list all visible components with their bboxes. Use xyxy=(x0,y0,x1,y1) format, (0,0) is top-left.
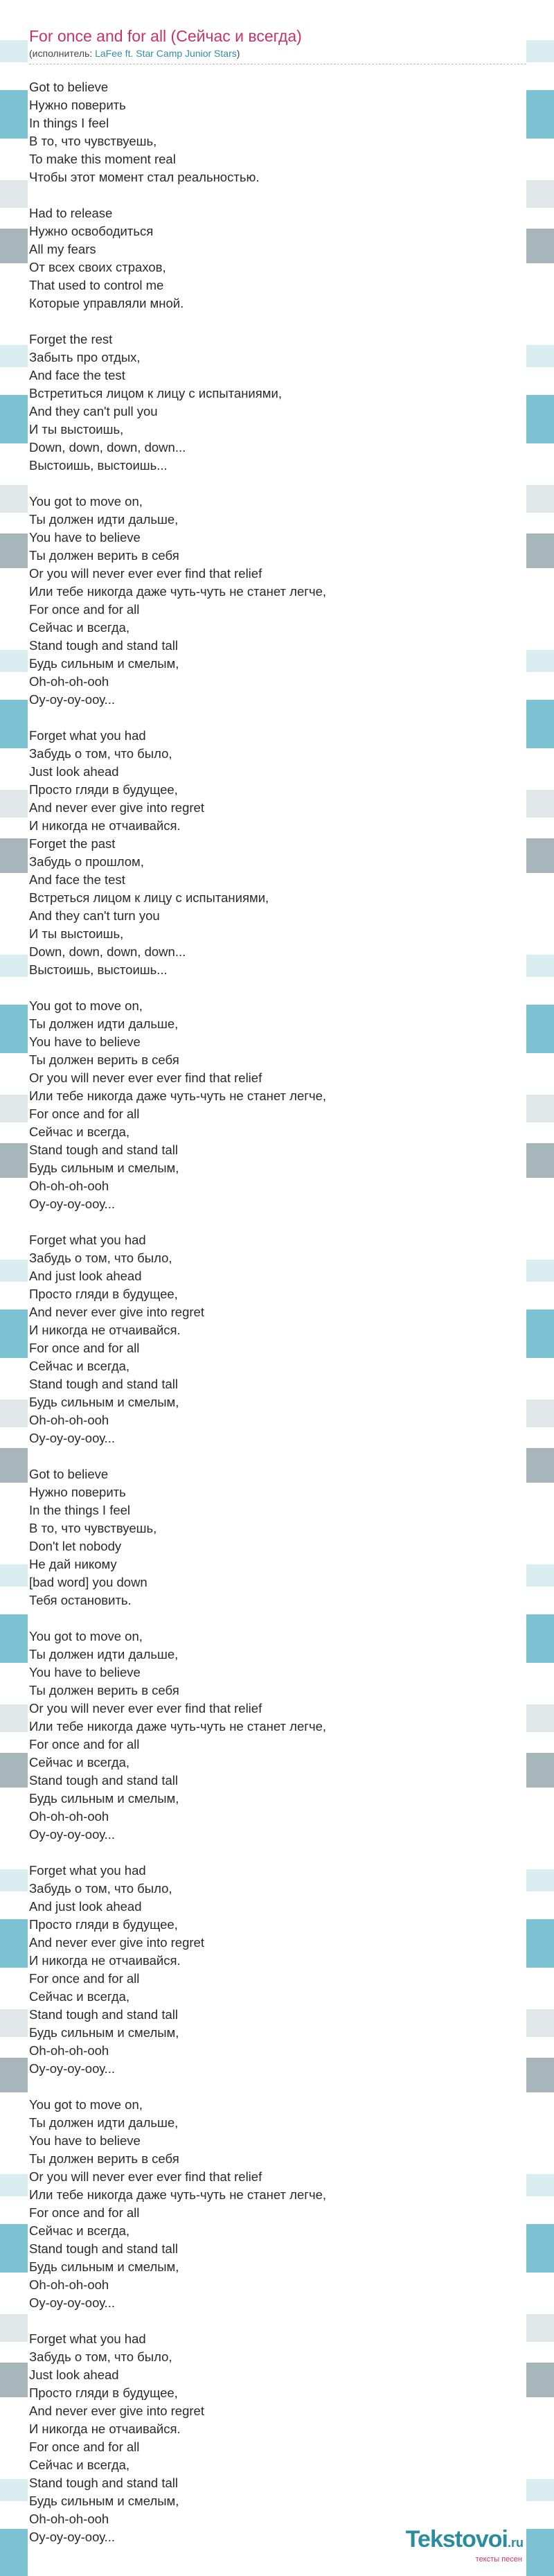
lyrics-line: Просто гляди в будущее, xyxy=(29,1917,178,1932)
lyrics-line: Будь сильным и смелым, xyxy=(29,1161,179,1175)
lyrics-line: You have to believe xyxy=(29,2133,141,2148)
left-decorative-stripes xyxy=(0,0,28,2576)
lyrics-stanza xyxy=(29,997,526,1213)
lyrics-line: Забудь о том, что было, xyxy=(29,1251,172,1265)
lyrics-stanza xyxy=(29,1627,526,1844)
lyrics-line: For once and for all xyxy=(29,1971,140,1986)
lyrics-line: Забыть про отдых, xyxy=(29,350,141,364)
lyrics-line: И ты выстоишь, xyxy=(29,422,124,436)
lyrics-line: Forget the past xyxy=(29,836,116,851)
lyrics-line: Or you will never ever ever find that relief xyxy=(29,1070,262,1085)
lyrics-line: Или тебе никогда даже чуть-чуть не станет легче, xyxy=(29,584,327,599)
lyrics-line: Ты должен верить в себя xyxy=(29,2151,179,2166)
lyrics-line: В то, что чувствуешь, xyxy=(29,1521,157,1535)
lyrics-line: Сейчас и всегда, xyxy=(29,1359,130,1373)
lyrics-line: Просто гляди в будущее, xyxy=(29,782,178,797)
lyrics-line: Forget what you had xyxy=(29,728,146,743)
lyrics-line: For once and for all xyxy=(29,602,140,617)
lyrics-line: And they can't turn you xyxy=(29,908,160,923)
lyrics-line: Оу-оу-оу-ооу... xyxy=(29,692,115,707)
site-logo[interactable] xyxy=(406,2528,524,2564)
lyrics-stanza xyxy=(29,1231,526,1447)
right-decorative-stripes xyxy=(526,0,554,2576)
lyrics-line: Или тебе никогда даже чуть-чуть не станет легче, xyxy=(29,1088,327,1103)
lyrics-stanza xyxy=(29,727,526,979)
lyrics-page xyxy=(28,0,526,2576)
lyrics-stanza xyxy=(29,2096,526,2312)
lyrics-line: Stand tough and stand tall xyxy=(29,1377,178,1391)
lyrics-line: And just look ahead xyxy=(29,1899,142,1914)
lyrics-line: Down, down, down, down... xyxy=(29,440,186,455)
lyrics-line: Будь сильным и смелым, xyxy=(29,1791,179,1806)
artist-prefix: (исполнитель: xyxy=(29,48,96,59)
lyrics-line: For once and for all xyxy=(29,2205,140,2220)
lyrics-line: For once and for all xyxy=(29,1341,140,1355)
lyrics-line: [bad word] you down xyxy=(29,1575,148,1589)
song-header xyxy=(28,0,526,64)
lyrics-line: Оу-оу-оу-ооу... xyxy=(29,1827,115,1842)
lyrics-line: От всех своих страхов, xyxy=(29,260,166,274)
lyrics-line: Forget the rest xyxy=(29,332,113,346)
lyrics-line: И никогда не отчаивайся. xyxy=(29,1323,181,1337)
lyrics-line: В то, что чувствуешь, xyxy=(29,134,157,148)
lyrics-line: Stand tough and stand tall xyxy=(29,2241,178,2256)
lyrics-line: Сейчас и всегда, xyxy=(29,2458,130,2472)
lyrics-line: Просто гляди в будущее, xyxy=(29,2385,178,2400)
lyrics-stanza xyxy=(29,1862,526,2078)
lyrics-line: Oh-oh-oh-ooh xyxy=(29,1809,109,1824)
lyrics-line: Забудь о том, что было, xyxy=(29,1881,172,1896)
lyrics-line: Forget what you had xyxy=(29,1233,146,1247)
lyrics-line: Нужно поверить xyxy=(29,98,126,112)
lyrics-line: Ты должен идти дальше, xyxy=(29,1016,179,1031)
lyrics-line: Или тебе никогда даже чуть-чуть не станет легче, xyxy=(29,1719,327,1733)
lyrics-line: Ты должен идти дальше, xyxy=(29,1647,179,1661)
lyrics-line: You got to move on, xyxy=(29,2097,143,2112)
lyrics-line: И никогда не отчаивайся. xyxy=(29,1953,181,1968)
lyrics-line: Oh-oh-oh-ooh xyxy=(29,1179,109,1193)
lyrics-line: And just look ahead xyxy=(29,1269,142,1283)
lyrics-line: Had to release xyxy=(29,206,113,220)
lyrics-line: Stand tough and stand tall xyxy=(29,2476,178,2490)
lyrics-line: Or you will never ever ever find that relief xyxy=(29,2169,262,2184)
lyrics-line: Ты должен верить в себя xyxy=(29,1052,179,1067)
song-title: For once and for all (Сейчас и всегда) xyxy=(29,27,302,45)
lyrics-line: You have to believe xyxy=(29,1665,141,1679)
artist-suffix: ) xyxy=(236,48,240,59)
lyrics-line: Stand tough and stand tall xyxy=(29,2007,178,2022)
lyrics-line: That used to control me xyxy=(29,278,164,292)
lyrics-stanza xyxy=(29,493,526,709)
lyrics-line: Оу-оу-оу-ооу... xyxy=(29,2295,115,2310)
lyrics-line: Сейчас и всегда, xyxy=(29,1755,130,1770)
lyrics-line: И никогда не отчаивайся. xyxy=(29,2421,181,2436)
lyrics-line: Oh-oh-oh-ooh xyxy=(29,1413,109,1427)
lyrics-line: Stand tough and stand tall xyxy=(29,1773,178,1788)
lyrics-line: Oh-oh-oh-ooh xyxy=(29,2043,109,2058)
lyrics-line: You have to believe xyxy=(29,530,141,545)
lyrics-line: For once and for all xyxy=(29,1737,140,1752)
lyrics-stanza xyxy=(29,2330,526,2546)
lyrics-line: Don't let nobody xyxy=(29,1539,122,1553)
logo-tld: .ru xyxy=(507,2536,524,2550)
lyrics-line: And never ever give into regret xyxy=(29,2403,204,2418)
lyrics-line: Будь сильным и смелым, xyxy=(29,656,179,671)
lyrics-line: And face the test xyxy=(29,368,125,382)
lyrics-stanza xyxy=(29,204,526,312)
lyrics-line: Сейчас и всегда, xyxy=(29,620,130,635)
logo-wordmark xyxy=(406,2528,524,2555)
lyrics-line: Оу-оу-оу-ооу... xyxy=(29,1431,115,1445)
lyrics-line: Будь сильным и смелым, xyxy=(29,2259,179,2274)
lyrics-line: You got to move on, xyxy=(29,998,143,1013)
lyrics-line: И никогда не отчаивайся. xyxy=(29,818,181,833)
lyrics-stanza xyxy=(29,78,526,186)
lyrics-line: Чтобы этот момент стал реальностью. xyxy=(29,170,260,184)
artist-link[interactable]: LaFee ft. Star Camp Junior Stars xyxy=(95,48,237,59)
lyrics-line: Забудь о том, что было, xyxy=(29,2349,172,2364)
lyrics-line: Oh-oh-oh-ooh xyxy=(29,2512,109,2526)
lyrics-line: Не дай никому xyxy=(29,1557,117,1571)
lyrics-line: Нужно освободиться xyxy=(29,224,154,238)
lyrics-line: Just look ahead xyxy=(29,764,119,779)
lyrics-line: Ты должен идти дальше, xyxy=(29,2115,179,2130)
lyrics-line: To make this moment real xyxy=(29,152,176,166)
lyrics-line: Stand tough and stand tall xyxy=(29,638,178,653)
lyrics-line: Забудь о том, что было, xyxy=(29,746,172,761)
lyrics-line: Тебя остановить. xyxy=(29,1593,132,1607)
logo-tagline: тексты песен xyxy=(475,2555,522,2564)
lyrics-line: Сейчас и всегда, xyxy=(29,2223,130,2238)
lyrics-line: Встретиться лицом к лицу с испытаниями, xyxy=(29,386,282,400)
lyrics-line: Выстоишь, выстоишь... xyxy=(29,458,168,473)
lyrics-line: Oh-oh-oh-ooh xyxy=(29,674,109,689)
lyrics-text xyxy=(28,78,526,2546)
artist-line xyxy=(29,47,526,64)
lyrics-line: All my fears xyxy=(29,242,96,256)
lyrics-line: Будь сильным и смелым, xyxy=(29,1395,179,1409)
lyrics-line: И ты выстоишь, xyxy=(29,926,124,941)
lyrics-line: Сейчас и всегда, xyxy=(29,1124,130,1139)
lyrics-line: Нужно поверить xyxy=(29,1485,126,1499)
lyrics-line: Оу-оу-оу-ооу... xyxy=(29,1197,115,1211)
lyrics-line: Oh-oh-oh-ooh xyxy=(29,2277,109,2292)
lyrics-line: Оу-оу-оу-ооу... xyxy=(29,2061,115,2076)
lyrics-line: Оу-оу-оу-ооу... xyxy=(29,2530,115,2544)
lyrics-line: And never ever give into regret xyxy=(29,800,204,815)
lyrics-line: And face the test xyxy=(29,872,125,887)
lyrics-line: And never ever give into regret xyxy=(29,1935,204,1950)
lyrics-line: And never ever give into regret xyxy=(29,1305,204,1319)
lyrics-line: Выстоишь, выстоишь... xyxy=(29,962,168,977)
lyrics-line: Будь сильным и смелым, xyxy=(29,2494,179,2508)
lyrics-line: For once and for all xyxy=(29,2440,140,2454)
lyrics-line: For once and for all xyxy=(29,1106,140,1121)
lyrics-line: In things I feel xyxy=(29,116,109,130)
lyrics-line: And they can't pull you xyxy=(29,404,158,418)
lyrics-line: You got to move on, xyxy=(29,494,143,509)
lyrics-stanza xyxy=(29,330,526,475)
lyrics-line: Forget what you had xyxy=(29,2331,146,2346)
lyrics-line: Будь сильным и смелым, xyxy=(29,2025,179,2040)
lyrics-line: Которые управляли мной. xyxy=(29,296,184,310)
lyrics-line: Got to believe xyxy=(29,1467,109,1481)
lyrics-line: Или тебе никогда даже чуть-чуть не станет легче, xyxy=(29,2187,327,2202)
lyrics-line: In the things I feel xyxy=(29,1503,131,1517)
lyrics-line: Сейчас и всегда, xyxy=(29,1989,130,2004)
lyrics-line: Or you will never ever ever find that relief xyxy=(29,566,262,581)
lyrics-line: Забудь о прошлом, xyxy=(29,854,144,869)
lyrics-stanza xyxy=(29,1465,526,1609)
lyrics-line: Просто гляди в будущее, xyxy=(29,1287,178,1301)
lyrics-line: Ты должен идти дальше, xyxy=(29,512,179,527)
lyrics-line: You have to believe xyxy=(29,1034,141,1049)
lyrics-line: Forget what you had xyxy=(29,1863,146,1878)
lyrics-line: Just look ahead xyxy=(29,2367,119,2382)
logo-name: Tekstovoi xyxy=(405,2526,508,2552)
lyrics-line: Ты должен верить в себя xyxy=(29,548,179,563)
lyrics-line: Got to believe xyxy=(29,80,109,94)
lyrics-line: Ты должен верить в себя xyxy=(29,1683,179,1697)
lyrics-line: Or you will never ever ever find that relief xyxy=(29,1701,262,1715)
lyrics-line: Stand tough and stand tall xyxy=(29,1143,178,1157)
lyrics-line: Down, down, down, down... xyxy=(29,944,186,959)
lyrics-line: Встреться лицом к лицу с испытаниями, xyxy=(29,890,269,905)
lyrics-line: You got to move on, xyxy=(29,1629,143,1643)
